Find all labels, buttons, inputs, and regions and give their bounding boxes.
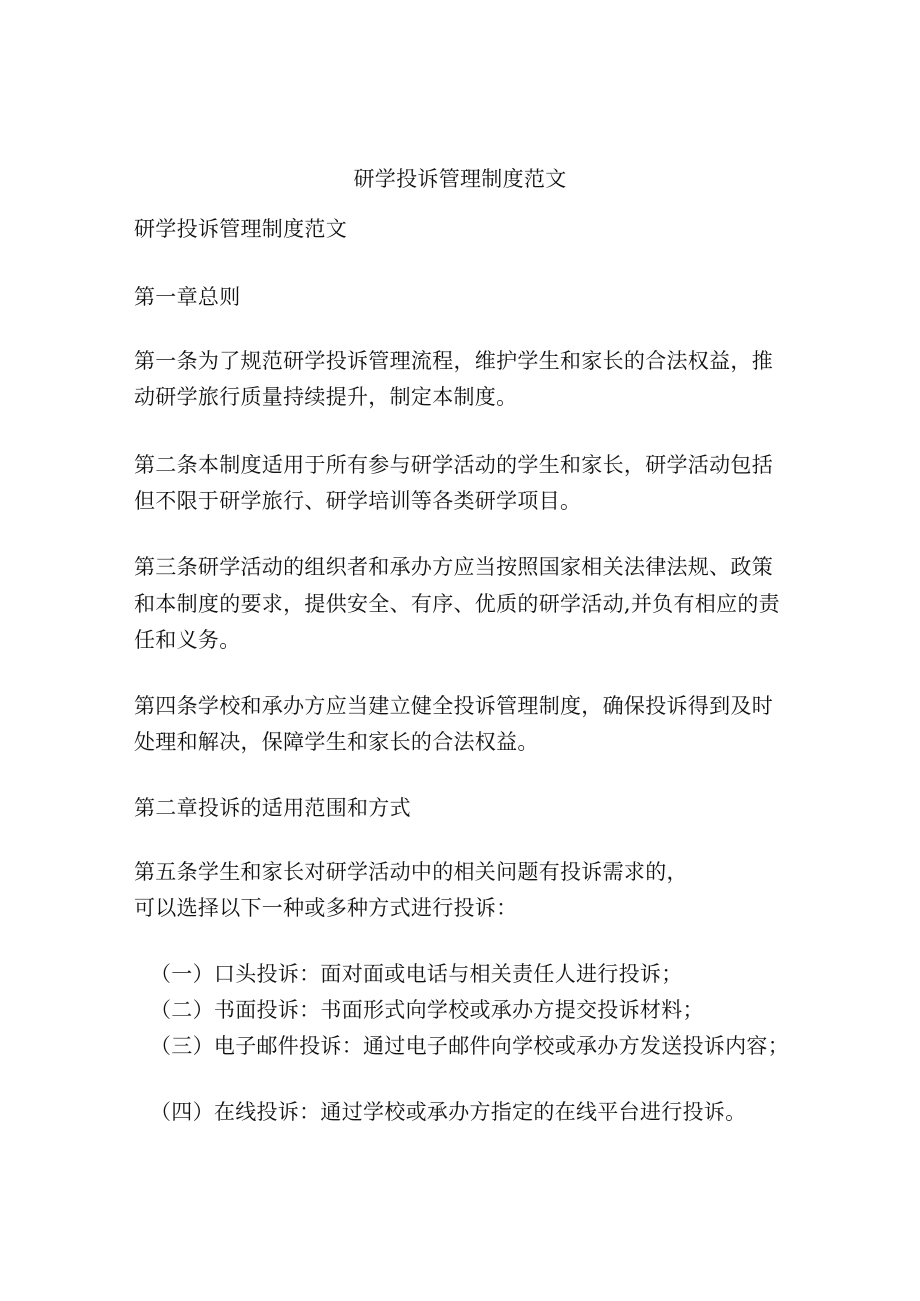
document-subtitle: 研学投诉管理制度范文: [134, 217, 347, 241]
article-5-line-2: 可以选择以下一种或多种方式进行投诉：: [134, 896, 518, 920]
article-3-line-2: 和本制度的要求，提供安全、有序、优质的研学活动,并负有相应的责: [134, 592, 780, 616]
document-title: 研学投诉管理制度范文: [353, 167, 567, 191]
article-2-line-2: 但不限于研学旅行、研学培训等各类研学项目。: [134, 489, 582, 513]
list-item-3: （三）电子邮件投诉：通过电子邮件向学校或承办方发送投诉内容；: [150, 1034, 789, 1058]
article-4-line-1: 第四条学校和承办方应当建立健全投诉管理制度，确保投诉得到及时: [134, 694, 773, 718]
article-1-line-1: 第一条为了规范研学投诉管理流程，维护学生和家长的合法权益，推: [134, 349, 773, 373]
chapter-1-heading: 第一章总则: [134, 285, 241, 309]
article-4-line-2: 处理和解决，保障学生和家长的合法权益。: [134, 730, 539, 754]
article-3-line-1: 第三条研学活动的组织者和承办方应当按照国家相关法律法规、政策: [134, 555, 773, 579]
article-2-line-1: 第二条本制度适用于所有参与研学活动的学生和家长，研学活动包括: [134, 453, 773, 477]
article-1-line-2: 动研学旅行质量持续提升，制定本制度。: [134, 385, 518, 409]
list-item-4: （四）在线投诉：通过学校或承办方指定的在线平台进行投诉。: [150, 1100, 747, 1124]
list-item-1: （一）口头投诉：面对面或电话与相关责任人进行投诉；: [150, 962, 683, 986]
chapter-2-heading: 第二章投诉的适用范围和方式: [134, 796, 411, 820]
article-5-line-1: 第五条学生和家长对研学活动中的相关问题有投诉需求的，: [134, 860, 688, 884]
list-item-2: （二）书面投诉：书面形式向学校或承办方提交投诉材料；: [150, 998, 704, 1022]
article-3-line-3: 任和义务。: [134, 628, 241, 652]
